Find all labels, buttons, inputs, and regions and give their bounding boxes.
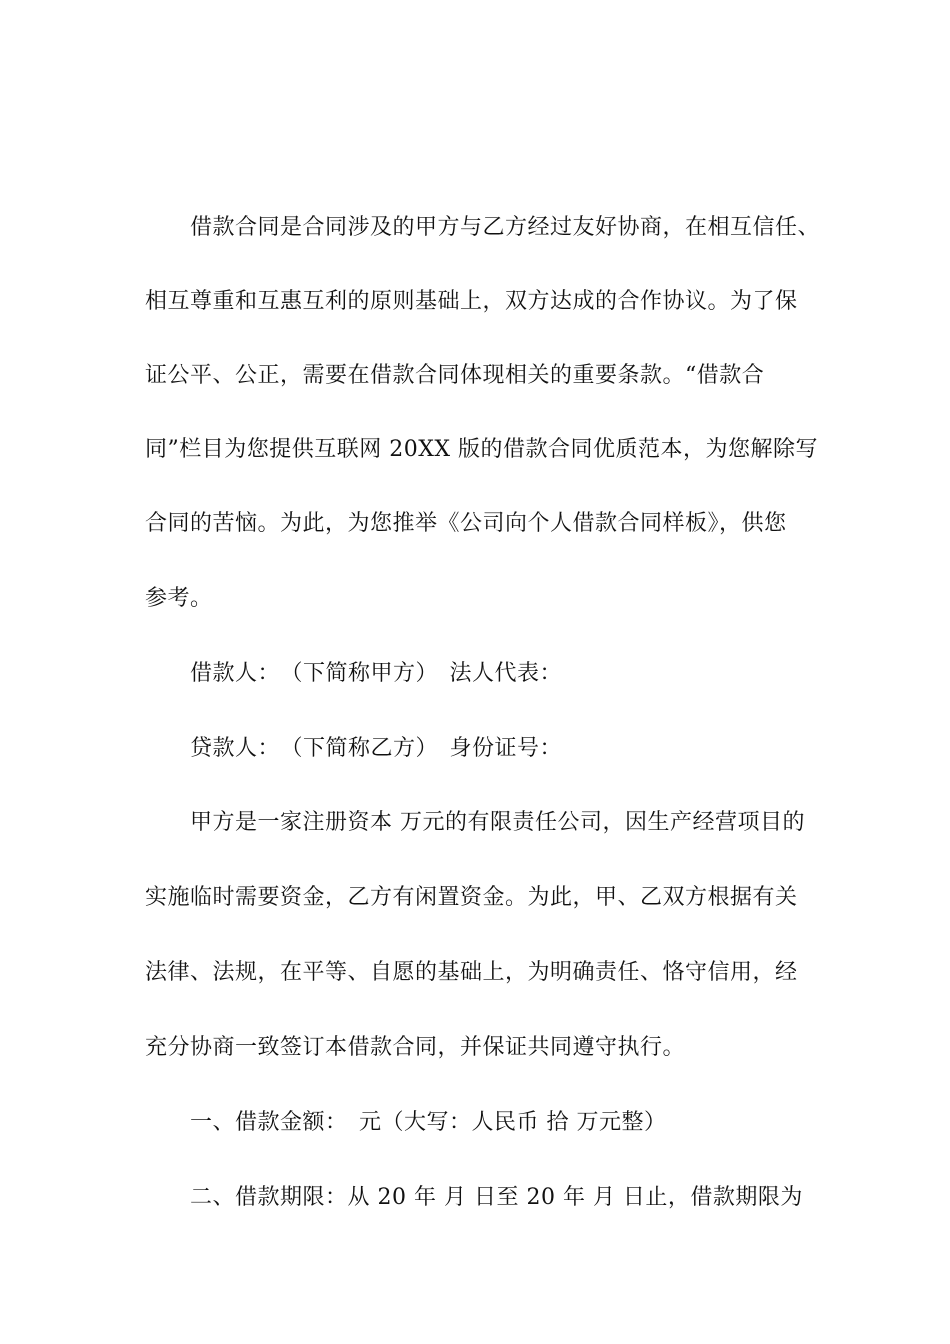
intro-paragraph-line-6: 参考。: [145, 586, 213, 611]
intro-paragraph-line-3: 证公平、公正，需要在借款合同体现相关的重要条款。“借款合: [145, 363, 765, 388]
intro-paragraph-line-4: 同”栏目为您提供互联网 20XX 版的借款合同优质范本，为您解除写: [145, 437, 819, 462]
clause-1-loan-amount: 一、借款金额： 元（大写：人民币 拾 万元整）: [190, 1110, 667, 1135]
intro-paragraph-line-1: 借款合同是合同涉及的甲方与乙方经过友好协商，在相互信任、: [190, 215, 821, 240]
lender-line: 贷款人： （下简称乙方） 身份证号：: [190, 736, 563, 761]
background-paragraph-line-3: 法律、法规，在平等、自愿的基础上，为明确责任、恪守信用，经: [145, 960, 798, 985]
intro-paragraph-line-5: 合同的苦恼。为此，为您推举《公司向个人借款合同样板》，供您: [145, 511, 787, 536]
background-paragraph-line-4: 充分协商一致签订本借款合同，并保证共同遵守执行。: [145, 1035, 686, 1060]
background-paragraph-line-2: 实施临时需要资金，乙方有闲置资金。为此，甲、乙双方根据有关: [145, 885, 798, 910]
borrower-line: 借款人： （下简称甲方） 法人代表：: [190, 661, 563, 686]
background-paragraph-line-1: 甲方是一家注册资本 万元的有限责任公司，因生产经营项目的: [190, 810, 805, 835]
clause-2-loan-term: 二、借款期限：从 20 年 月 日至 20 年 月 日止，借款期限为: [190, 1185, 803, 1210]
intro-paragraph-line-2: 相互尊重和互惠互利的原则基础上，双方达成的合作协议。为了保: [145, 289, 798, 314]
